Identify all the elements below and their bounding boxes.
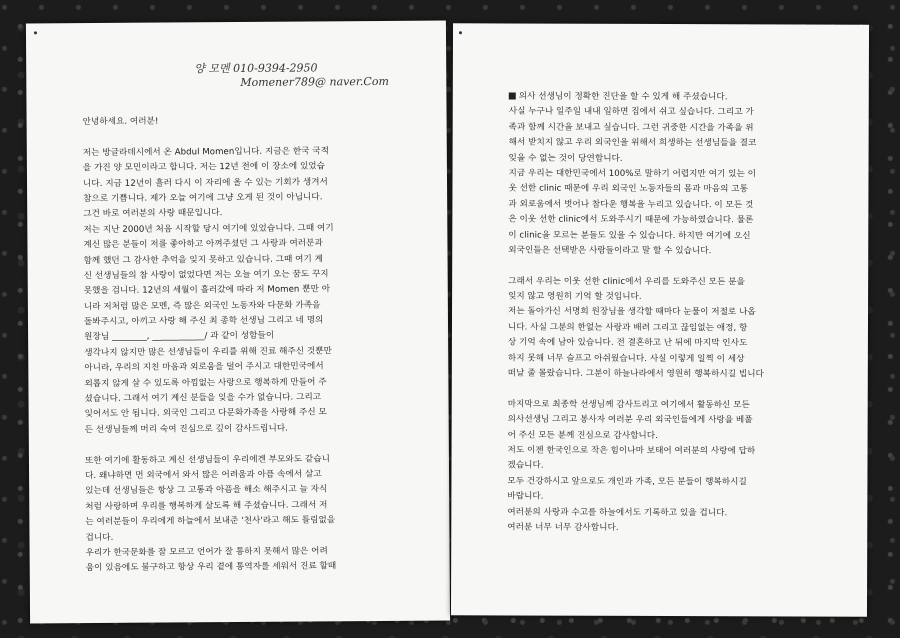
- text-line-content: 잊을 수 없는 것이 당연합니다.: [508, 153, 623, 164]
- text-line-content: 는 여러분들이 우리에게 하늘에서 보내준 '천사'라고 해도 틀림없을: [85, 515, 336, 528]
- text-line: [85, 421, 336, 438]
- text-line-content: 해서 받치지 않고 우리 외국인을 위해서 희생하는 선생님들을 결코: [508, 137, 757, 149]
- text-line-content: 모두 건강하시고 앞으로도 개인과 가족, 모든 분들이 행복하시길: [507, 476, 747, 488]
- text-line: [509, 136, 765, 152]
- text-line-content: 여러분 너무 너무 감사합니다.: [507, 522, 619, 533]
- text-line: [83, 113, 334, 130]
- text-line: [508, 443, 764, 459]
- paragraph: [507, 397, 764, 536]
- text-line: [508, 197, 764, 213]
- handwritten-name-phone: 양 모멘 010-9394-2950: [194, 61, 318, 76]
- text-line-content: 저는 돌아가신 서명희 원장님을 생각할 때마다 눈물이 저절로 나옵: [508, 306, 756, 318]
- text-line: [83, 175, 334, 192]
- text-line: [84, 298, 335, 315]
- text-line: [84, 283, 335, 300]
- text-line-content: 잊어서도 안 됩니다. 외국인 그리고 다문화가족을 사랑해 주신 모: [84, 407, 327, 420]
- text-line: [508, 182, 764, 198]
- left-page-text: [83, 113, 337, 576]
- text-line-content: 겁니다.: [85, 532, 114, 543]
- text-line-content: 이 clinic을 모르는 분들도 있을 수 있습니다. 하지만 여기에 오신: [508, 229, 751, 241]
- text-line: [83, 160, 334, 177]
- paragraph-gap: [508, 259, 764, 275]
- text-line-content: 저는 방글라데시에서 온 Abdul Momen입니다. 지금은 한국 국적: [82, 146, 330, 158]
- text-line: [84, 390, 335, 407]
- text-line: [84, 329, 335, 346]
- text-line-content: 돌봐주시고, 아끼고 사랑 해 주신 최 종학 선생님 그리고 네 명의: [83, 315, 324, 328]
- redacted-mark: [509, 92, 516, 99]
- text-line: [508, 413, 764, 429]
- text-line: [86, 560, 337, 577]
- text-line: [85, 406, 336, 423]
- text-line: [508, 213, 764, 229]
- text-line: [508, 243, 764, 259]
- hole-punch-mark: [34, 31, 37, 34]
- text-line: [508, 274, 764, 290]
- text-line-content: 다. 왜냐하면 먼 외국에서 와서 많은 어려움과 아픔 속에서 살고: [85, 469, 322, 482]
- text-line-content: 셨습니다. 그래서 여기 계신 분들을 잊을 수가 없습니다. 그리고: [84, 392, 322, 405]
- text-line: [85, 452, 336, 469]
- text-line-content: 은 이웃 선한 clinic에서 도와주시기 때문에 가능하였습니다. 물론: [508, 214, 754, 226]
- text-line: [84, 313, 335, 330]
- text-line: [508, 228, 764, 244]
- text-line-content: 저도 이젠 한국인으로 작은 힘이나마 보태어 여러분의 사랑에 답하: [507, 445, 756, 457]
- text-line: [508, 290, 764, 306]
- text-line-content: 저는 지난 2000년 처음 시작할 당시 여기에 있었습니다. 그때 여기: [83, 223, 334, 235]
- paragraph-gap: [85, 437, 336, 454]
- text-line-content: 안녕하세요. 여러분!: [82, 116, 159, 128]
- text-line-content: 의사선생님 그리고 봉사자 여러분 우리 외국인들에게 사랑을 베풀: [507, 414, 753, 426]
- text-line: [84, 344, 335, 361]
- text-line-content: 함께 했던 그 감사한 추억을 잊지 못하고 있습니다. 그때 여기 계: [83, 253, 323, 266]
- text-line: [508, 367, 764, 383]
- text-line-content: 상 기억 속에 남아 있습니다. 전 결혼하고 난 뒤에 마지막 인사도: [507, 337, 748, 349]
- text-line-content: 그건 바로 여러분의 사랑 때문입니다.: [83, 208, 223, 220]
- text-line: [508, 397, 764, 413]
- letter-page-left: [26, 21, 450, 624]
- paragraph: [508, 89, 765, 259]
- text-line: [85, 483, 336, 500]
- text-line-content: 니다. 사실 그분의 한없는 사랑과 배려 그리고 끊임없는 애정, 항: [507, 322, 748, 334]
- text-line: [507, 520, 763, 536]
- text-line-content: 니라 저처럼 많은 모멘, 즉 많은 외국인 노동자와 다문화 가족을: [83, 300, 321, 312]
- text-line-content: 하지 못해 너무 슬프고 아쉬웠습니다. 사실 이렇게 일찍 이 세상: [507, 353, 745, 364]
- text-line-content: 의사 선생님이 정확한 진단을 할 수 있게 해 주셨습니다.: [518, 91, 728, 103]
- text-line-content: 계신 많은 분들이 저를 좋아하고 아껴주셨던 그 사랑과 여러분과: [83, 238, 323, 251]
- text-line-content: 처럼 사랑하며 우리를 행복하게 살도록 해 주셨습니다. 그래서 저: [85, 500, 328, 512]
- hole-punch-mark: [459, 31, 462, 34]
- text-line-content: 족과 함께 시간을 보내고 싶습니다. 그런 귀중한 시간을 가족을 위: [508, 122, 754, 134]
- text-line: [509, 120, 765, 136]
- handwritten-contact: [194, 61, 389, 90]
- text-line-content: 아니라, 우리의 지친 마음과 외로움을 덜어 주시고 대한민국에서: [84, 361, 324, 374]
- paragraph: [85, 452, 336, 577]
- text-line-content: 움이 있음에도 불구하고 항상 우리 곁에 통역자를 세워서 진료 할때: [85, 561, 337, 574]
- text-line-content: 바랍니다.: [507, 491, 544, 502]
- text-line-content: 마지막으로 최종학 선생님께 감사드리고 여기에서 활동하신 모든: [507, 399, 750, 411]
- paragraph: [83, 144, 336, 438]
- text-line-content: 과 외로움에서 벗어나 참다운 행복을 누리고 있습니다. 이 모든 것: [508, 199, 754, 211]
- text-line-content: 외국인들은 선택받은 사람들이라고 말 할 수 있습니다.: [508, 245, 712, 257]
- text-line: [84, 252, 335, 269]
- text-line-content: 웃 선한 clinic 때문에 우리 외국인 노동자들의 몸과 마음의 고통: [508, 183, 748, 195]
- text-line: [85, 498, 336, 515]
- text-line-content: 참으로 기쁩니다. 제가 오늘 여기에 그냥 오게 된 것이 아닙니다.: [83, 192, 323, 205]
- text-line: [508, 320, 764, 336]
- text-line-content: 또한 여기에 활동하고 계신 선생님들이 우리에겐 부모와도 같습니: [84, 453, 330, 466]
- paragraph-gap: [508, 382, 764, 398]
- paragraph: [83, 113, 334, 130]
- text-line: [84, 267, 335, 284]
- text-line-content: 우리가 한국문화를 잘 모르고 언어가 잘 통하지 못해서 많은 어려: [85, 546, 328, 559]
- text-line: [507, 459, 763, 475]
- text-line: [508, 305, 764, 321]
- text-line-content: 있는데 선생님들은 항상 그 고통과 아픔을 해소 해주시고 늘 자식: [85, 484, 328, 497]
- text-line: [83, 190, 334, 207]
- paragraph-gap: [83, 129, 334, 146]
- text-line: [85, 529, 336, 546]
- text-line: [507, 505, 763, 521]
- text-line-content: 어 주신 모든 분께 진심으로 감사합니다.: [507, 430, 658, 441]
- text-line-content: 니다. 지금 12년이 흘러 다시 이 자리에 올 수 있는 기회가 생겨서: [82, 176, 328, 189]
- text-line: [508, 351, 764, 367]
- text-line: [84, 375, 335, 392]
- text-line: [85, 467, 336, 484]
- text-line: [83, 221, 334, 238]
- text-line: [509, 89, 765, 105]
- text-line-content: 그래서 우리는 이웃 선한 clinic에서 우리를 도와주신 모든 분을: [508, 276, 745, 287]
- text-line-content: 잊지 않고 영원히 기억 할 것입니다.: [508, 291, 642, 303]
- text-line-content: 을 가진 양 모민이라고 합니다. 저는 12년 전에 이 장소에 있었습: [82, 161, 326, 174]
- text-line: [507, 474, 763, 490]
- text-line-content: 사실 누구나 일주일 내내 일하면 집에서 쉬고 싶습니다. 그리고 가: [508, 106, 754, 118]
- letter-page-right: [451, 23, 869, 616]
- paragraph: [508, 274, 764, 383]
- text-line-content: 떠날 줄 몰랐습니다. 그분이 하늘나라에서 영원히 행복하시길 빕니다: [507, 368, 764, 380]
- text-line: [83, 206, 334, 223]
- text-line-content: 지금 우리는 대한민국에서 100%로 말하기 어렵지만 여기 있는 이: [508, 168, 756, 180]
- text-line-content: 원장님 ________, ____________/ 과 같이 성함들이: [84, 331, 275, 343]
- text-line: [86, 544, 337, 561]
- text-line-content: 든 선생님들께 머리 숙여 진심으로 깊이 감사드립니다.: [84, 423, 288, 435]
- text-line: [84, 360, 335, 377]
- text-line: [83, 144, 334, 161]
- handwritten-email: Momener789@ naver.Com: [240, 74, 389, 89]
- text-line-content: 겠습니다.: [507, 460, 544, 471]
- text-line: [85, 513, 336, 530]
- text-line: [509, 151, 765, 167]
- text-line: [507, 490, 763, 506]
- right-page-text: [507, 89, 765, 536]
- text-line: [509, 105, 765, 121]
- text-line-content: 여러분의 사랑과 수고를 하늘에서도 기록하고 있을 겁니다.: [507, 507, 728, 518]
- text-line-content: 외롭지 않게 살 수 있도록 아낌없는 사랑으로 행복하게 만들어 주: [84, 377, 327, 389]
- text-line: [508, 428, 764, 444]
- text-line-content: 못했을 겁니다. 12년의 세월이 흘러갔에 따라 저 Momen 뿐만 아: [83, 284, 331, 297]
- text-line: [508, 336, 764, 352]
- text-line-content: 신 선생님들의 참 사랑이 없었다면 저는 오늘 여기 오는 꿈도 꾸지: [83, 269, 329, 281]
- text-line: [508, 166, 764, 182]
- text-line: [83, 236, 334, 253]
- text-line-content: 생각나지 않지만 많은 선생님들이 우리를 위해 진료 해주신 것뿐만: [84, 346, 332, 358]
